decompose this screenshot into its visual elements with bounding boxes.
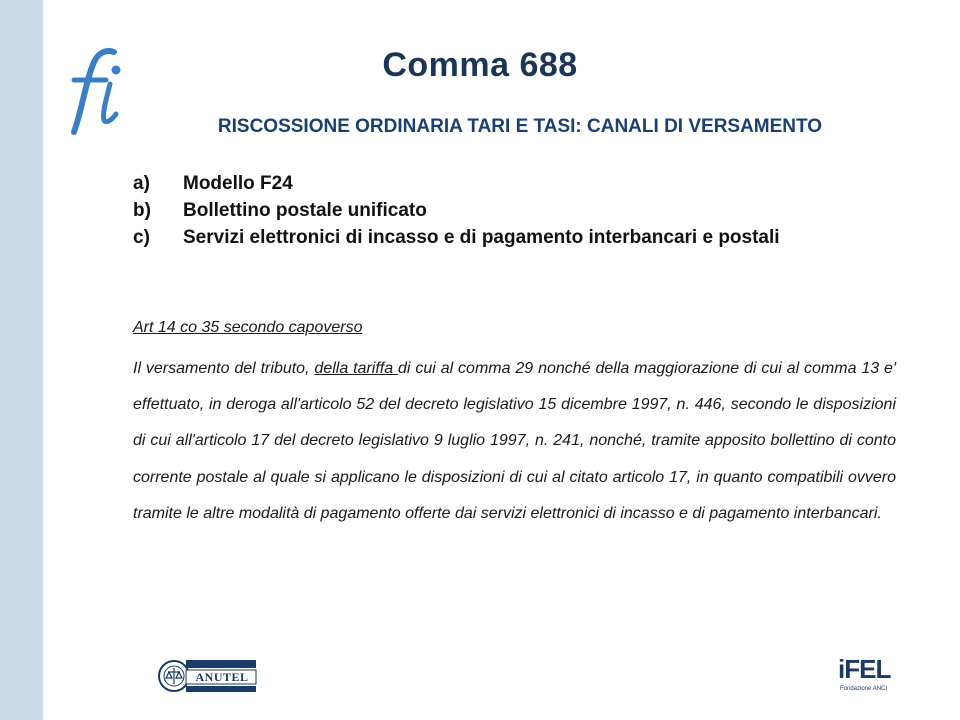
list-item-text: Modello F24 xyxy=(183,173,293,194)
ifel-logo-subtext: Fondazione ANCI xyxy=(840,686,888,692)
list-marker: c) xyxy=(133,227,150,248)
ifel-logo-text: iFEL xyxy=(838,654,891,684)
list-marker: a) xyxy=(133,173,150,194)
list-item xyxy=(133,224,896,251)
article-body-part-1: Il versamento del tributo, xyxy=(133,360,315,377)
list-item xyxy=(133,170,896,197)
page-title: Comma 688 xyxy=(382,46,578,84)
page-subtitle: RISCOSSIONE ORDINARIA TARI E TASI: CANALI DI VERSAMENTO xyxy=(217,116,823,137)
list-item-text: Servizi elettronici di incasso e di pagamento interbancari e postali xyxy=(183,227,780,248)
ifel-logo xyxy=(838,654,894,700)
article-body-underlined: della tariffa xyxy=(314,360,399,377)
list-item-text: Bollettino postale unificato xyxy=(183,200,427,221)
left-decorative-band xyxy=(0,0,43,720)
list-marker: b) xyxy=(133,200,151,221)
article-body-part-2: di cui al comma 29 nonché della maggiorazione di cui al comma 13 e' effettuato, in deroga all'articolo 52 del decreto legislativo 15 dicembre 1997, n. 446, secondo le disposizioni di cui all'articolo 17 del decreto legislativo 9 luglio 1997, n. 241, nonché, tramite apposito bollettino di conto corrente postale al quale si applicano le disposizioni di cui al citato articolo 17, in quanto compatibili ovvero tramite le altre modalità di pagamento offerte dai servizi elettronici di incasso e di pagamento interbancari. xyxy=(133,360,897,522)
article-body xyxy=(133,351,896,532)
article-heading: Art 14 co 35 secondo capoverso xyxy=(133,319,363,336)
anutel-logo-text: ANUTEL xyxy=(195,670,249,684)
list-item xyxy=(133,197,896,224)
payment-channels-list xyxy=(133,170,896,251)
